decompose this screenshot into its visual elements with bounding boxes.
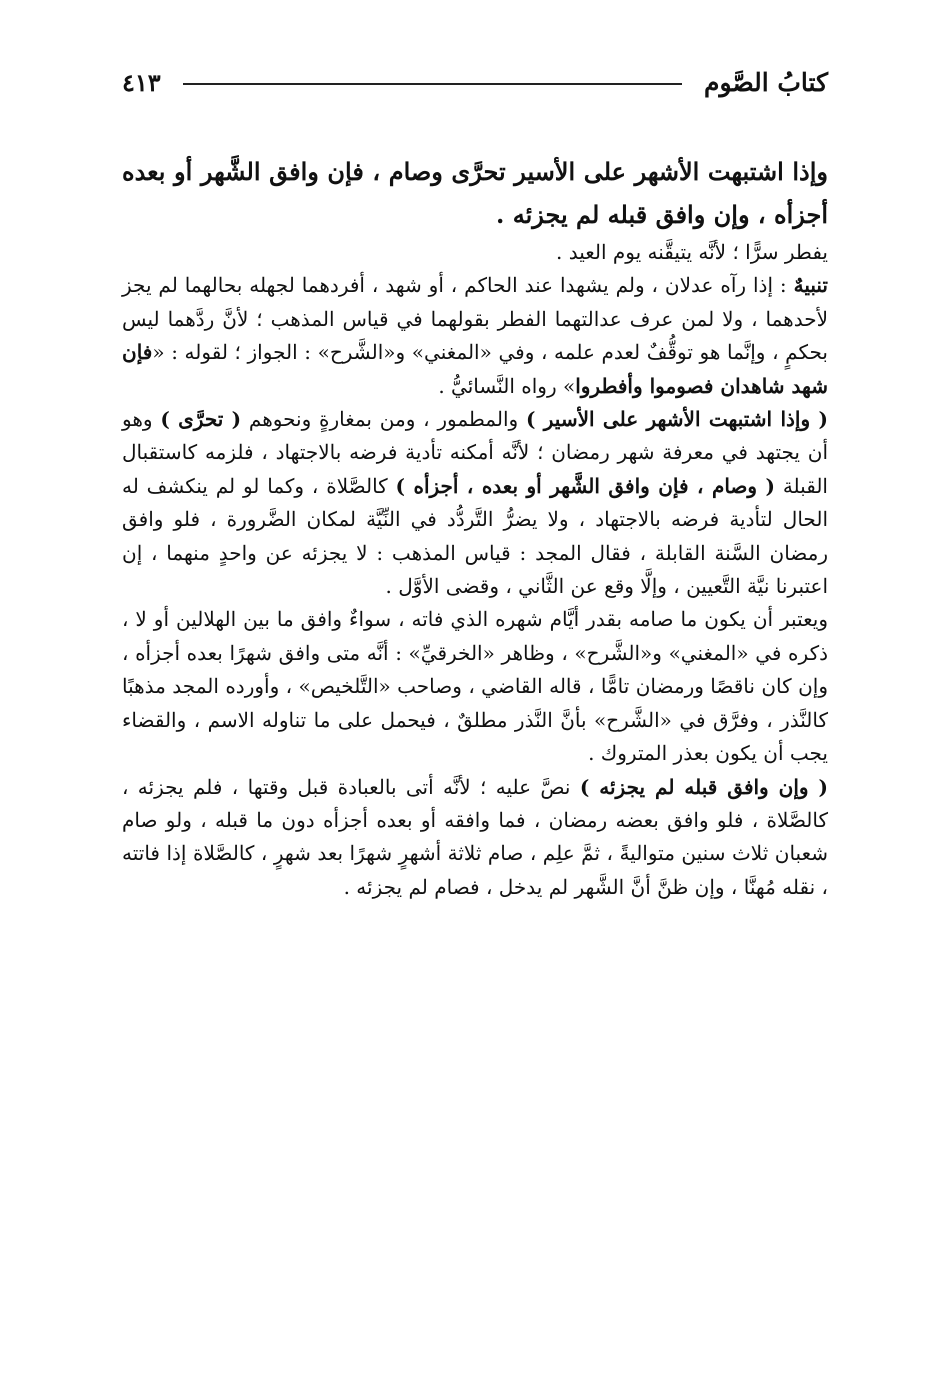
matn-quote: ( وإذا اشتبهت الأشهر على الأسير ) [525, 407, 828, 432]
running-header [122, 60, 828, 104]
sharh-paragraph-2 [122, 269, 828, 403]
note-label: تنبيهٌ [793, 273, 828, 298]
paragraph-text: : إذا رآه عدلان ، ولم يشهدا عند الحاكم ، أو شهد ، أفردهما لجهله بحالهما لم يجز لأحدهما ، ولا لمن عرف عدالتهما الفطر بقولهما في قياس المذهب ؛ لأنَّ ردَّهما ليس بحكمٍ ، وإنَّما هو توقُّفٌ لعدم علمه ، وفي «المغني» و«الشَّرح» : الجواز ؛ لقوله : « [122, 273, 828, 365]
hadith-quote: فإن شهد شاهدان فصوموا وأفطروا [122, 340, 828, 398]
matn-text: وإذا اشتبهت الأشهر على الأسير تحرَّى وصام ، فإن وافق الشَّهر أو بعده أجزأه ، وإن وافق قبله لم يجزئه . [122, 157, 828, 229]
sharh-paragraph-3 [122, 403, 828, 603]
sharh-paragraph-1: يفطر سرًّا ؛ لأنَّه يتيقَّنه يوم العيد . [555, 240, 828, 264]
paragraph-text: كالصَّلاة ، وكما لو لم ينكشف له الحال لتأدية فرضه بالاجتهاد ، ولا يضرُّ التَّردُّد في النِّيَّة لمكان الضَّرورة ، فلو وافق رمضان السَّنة القابلة ، فقال المجد : قياس المذهب : لا يجزئه عن واحدٍ منهما ، إن اعتبرنا نيَّة التَّعيين ، وإلَّا وقع عن الثَّاني ، وقضى الأوَّل . [122, 473, 828, 599]
matn-quote: ( وإن وافق قبله لم يجزئه ) [579, 774, 828, 799]
paragraph-text: نصَّ عليه ؛ لأنَّه أتى بالعبادة قبل وقتها ، فلم يجزئه ، كالصَّلاة ، فلو وافق بعضه رمضان ، فما وافقه أو بعده أجزأه دون ما قبله ، ولو صام شعبان ثلاث سنين متواليةً ، ثمَّ علِم ، صام ثلاثة أشهرٍ شهرًا بعد شهرٍ ، كالصَّلاة إذا فاتته ، نقله مُهنَّا ، وإن ظنَّ أنَّ الشَّهر لم يدخل ، فصام لم يجزئه . [122, 774, 828, 899]
paragraph-text: » رواه النَّسائيُّ . [438, 373, 576, 398]
book-title: كتابُ الصَّوم [704, 67, 828, 97]
book-page [122, 60, 828, 1300]
paragraph-text: والمطمور ، ومن بمغارةٍ ونحوهم [241, 407, 526, 432]
sharh-paragraph-4: ويعتبر أن يكون ما صامه بقدر أيَّام شهره الذي فاته ، سواءٌ وافق ما بين الهلالين أو لا ، ذكره في «المغني» و«الشَّرح» ، وظاهر «الخرقيِّ» : أنَّه متى وافق شهرًا بعده أجزأه ، وإن كان ناقصًا ورمضان تامًّا ، قاله القاضي ، وصاحب «التَّلخيص» ، وأورده المجد مذهبًا كالنَّذر ، وفرَّق في «الشَّرح» بأنَّ النَّذر مطلقٌ ، فيحمل على ما تناوله الاسم ، والقضاء يجب أن يكون بعذر المتروك . [122, 607, 828, 766]
sharh-paragraph-5 [122, 771, 828, 905]
matn-quote: ( وصام ، فإن وافق الشَّهر أو بعده ، أجزأه ) [395, 473, 775, 498]
header-rule [183, 83, 682, 85]
paragraph-text: وهو أن يجتهد في معرفة شهر رمضان ؛ لأنَّه أمكنه تأدية فرضه بالاجتهاد ، فلزمه كاستقبال القبلة [122, 407, 828, 498]
page-number: ٤١٣ [122, 67, 161, 97]
matn-quote: ( تحرَّى ) [160, 407, 242, 432]
